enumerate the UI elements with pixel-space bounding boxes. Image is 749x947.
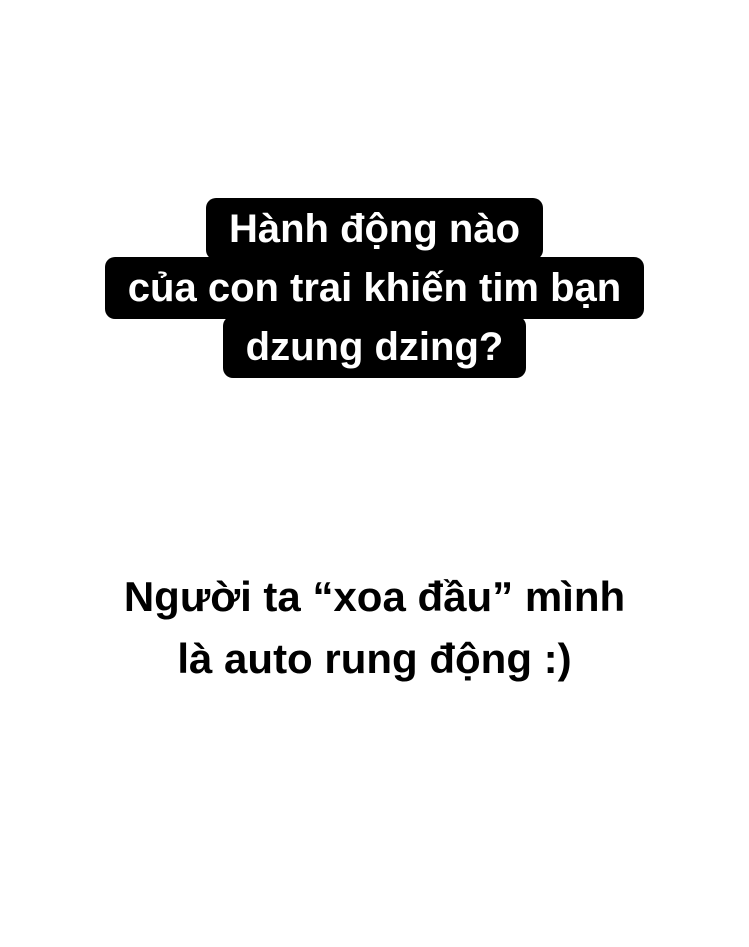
question-caption	[0, 198, 749, 378]
question-line-1: Hành động nào	[206, 198, 543, 260]
question-line-3: dzung dzing?	[223, 316, 527, 378]
answer-line-1: Người ta “xoa đầu” mình	[123, 573, 626, 620]
answer-line-2: là auto rung động :)	[177, 635, 572, 682]
question-line-2: của con trai khiến tim bạn	[105, 257, 644, 319]
answer-text	[0, 566, 749, 690]
